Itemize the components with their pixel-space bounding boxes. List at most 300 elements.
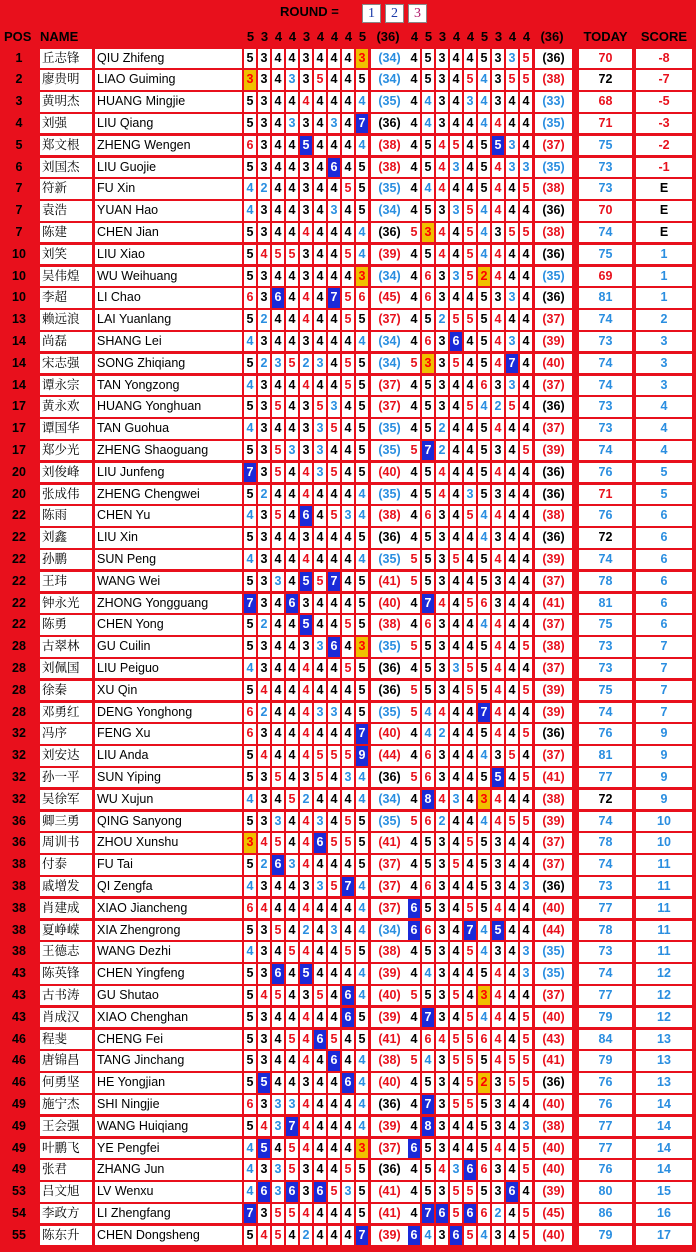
hole-score-5: 5	[300, 572, 312, 592]
hole-score-9: 5	[356, 942, 368, 962]
player-row	[0, 767, 696, 789]
hole-score-3: 4	[272, 1008, 284, 1028]
hole-score-10: 6	[408, 921, 420, 941]
hole-score-5: 4	[300, 92, 312, 112]
hole-score-13: 4	[450, 833, 462, 853]
hole-score-13: 4	[450, 877, 462, 897]
position: 36	[12, 813, 26, 828]
player-row	[0, 1181, 696, 1203]
hole-score-17: 4	[506, 790, 518, 810]
hole-score-18: 4	[520, 506, 532, 526]
player-row	[0, 636, 696, 658]
hole-score-18: 5	[520, 768, 532, 788]
player-name-chinese: 谭国华	[40, 419, 92, 439]
hole-score-7: 4	[328, 659, 340, 679]
hole-score-8: 4	[342, 1226, 354, 1246]
hole-score-14: 5	[464, 397, 476, 417]
hole-score-4: 4	[286, 1073, 298, 1093]
hole-score-8: 5	[342, 245, 354, 265]
total-score: -1	[636, 158, 692, 178]
hole-score-9: 5	[356, 594, 368, 614]
hole-score-11: 6	[422, 746, 434, 766]
hole-score-17: 5	[506, 746, 518, 766]
hole-score-16: 4	[492, 245, 504, 265]
today-total: 74	[579, 855, 632, 875]
front-nine-total: (37)	[371, 877, 408, 897]
hole-score-3: 3	[272, 812, 284, 832]
hole-score-18: 4	[520, 419, 532, 439]
back-nine-total: (41)	[535, 768, 572, 788]
hole-score-1: 5	[244, 768, 256, 788]
player-row	[0, 178, 696, 200]
hole-score-17: 3	[506, 332, 518, 352]
today-total: 79	[579, 1226, 632, 1246]
hole-score-3: 4	[272, 1073, 284, 1093]
hole-score-2: 4	[258, 986, 270, 1006]
player-name-english: TAN Yongzong	[95, 376, 242, 396]
hole-score-17: 4	[506, 833, 518, 853]
hole-score-15: 4	[478, 528, 490, 548]
hole-score-11: 4	[422, 724, 434, 744]
today-total: 73	[579, 637, 632, 657]
total-score: 7	[636, 659, 692, 679]
front-nine-total: (34)	[371, 354, 408, 374]
hole-score-13: 4	[450, 572, 462, 592]
hole-score-2: 3	[258, 768, 270, 788]
back-nine-total: (41)	[535, 594, 572, 614]
hole-score-4: 4	[286, 899, 298, 919]
hole-score-9: 5	[356, 855, 368, 875]
hole-score-1: 6	[244, 724, 256, 744]
hole-score-13: 5	[450, 1182, 462, 1202]
total-score: 15	[636, 1182, 692, 1202]
hole-score-6: 4	[314, 615, 326, 635]
hole-score-7: 4	[328, 528, 340, 548]
hole-score-2: 2	[258, 615, 270, 635]
hole-score-17: 4	[506, 201, 518, 221]
hole-score-17: 4	[506, 419, 518, 439]
player-name-chinese: 袁浩	[40, 201, 92, 221]
back-nine-total: (38)	[535, 1117, 572, 1137]
hole-score-1: 5	[244, 354, 256, 374]
player-name-chinese: 郑少光	[40, 441, 92, 461]
today-total: 78	[579, 921, 632, 941]
player-name-english: CHEN Yingfeng	[95, 964, 242, 984]
hole-score-5: 3	[300, 419, 312, 439]
player-name-chinese: 古书涛	[40, 986, 92, 1006]
player-row	[0, 1203, 696, 1225]
player-name-english: CHEN Yu	[95, 506, 242, 526]
hole-score-5: 4	[300, 855, 312, 875]
player-name-english: DENG Yonghong	[95, 703, 242, 723]
hole-score-14: 4	[464, 332, 476, 352]
hole-score-12: 3	[436, 768, 448, 788]
hole-score-15: 5	[478, 1139, 490, 1159]
hole-score-13: 4	[450, 637, 462, 657]
hole-score-1: 6	[244, 136, 256, 156]
hole-score-7: 4	[328, 899, 340, 919]
hole-score-17: 4	[506, 986, 518, 1006]
front-nine-total: (38)	[371, 942, 408, 962]
player-name-chinese: 邓勇红	[40, 703, 92, 723]
hole-score-16: 4	[492, 1008, 504, 1028]
hole-score-3: 4	[272, 528, 284, 548]
hole-score-18: 4	[520, 1182, 532, 1202]
hole-score-18: 5	[520, 223, 532, 243]
hole-score-4: 4	[286, 136, 298, 156]
position: 7	[15, 181, 23, 196]
player-name-english: WU Weihuang	[95, 267, 242, 287]
back-nine-total: (35)	[535, 267, 572, 287]
hole-score-15: 5	[478, 158, 490, 178]
player-name-chinese: 廖贵明	[40, 70, 92, 90]
hole-score-11: 5	[422, 1182, 434, 1202]
hole-score-8: 5	[342, 288, 354, 308]
hole-score-9: 4	[356, 1051, 368, 1071]
hole-score-18: 5	[520, 1030, 532, 1050]
hole-score-2: 3	[258, 158, 270, 178]
hole-score-16: 4	[492, 158, 504, 178]
hole-score-11: 4	[422, 1051, 434, 1071]
hole-score-5: 3	[300, 877, 312, 897]
hole-score-4: 3	[286, 70, 298, 90]
hole-score-7: 5	[328, 506, 340, 526]
back-nine-total: (37)	[535, 310, 572, 330]
round-2-button[interactable]: 2	[385, 4, 404, 23]
back-nine-total: (38)	[535, 790, 572, 810]
hole-score-5: 3	[300, 637, 312, 657]
hole-score-8: 5	[342, 310, 354, 330]
hole-score-3: 3	[272, 1182, 284, 1202]
back-nine-total: (35)	[535, 114, 572, 134]
hole-score-5: 3	[300, 179, 312, 199]
player-row	[0, 614, 696, 636]
hole-score-6: 4	[314, 724, 326, 744]
hole-score-10: 4	[408, 1030, 420, 1050]
player-name-chinese: 夏峥嵘	[40, 921, 92, 941]
hole-score-9: 4	[356, 790, 368, 810]
hole-score-10: 4	[408, 659, 420, 679]
hole-score-5: 3	[300, 49, 312, 69]
hole-score-16: 3	[492, 572, 504, 592]
hole-score-12: 4	[436, 245, 448, 265]
hole-score-2: 5	[258, 1073, 270, 1093]
total-score: 9	[636, 768, 692, 788]
hole-score-11: 5	[422, 572, 434, 592]
player-name-chinese: 肖建成	[40, 899, 92, 919]
hole-score-7: 4	[328, 1160, 340, 1180]
hole-score-14: 4	[464, 1139, 476, 1159]
hole-score-10: 5	[408, 637, 420, 657]
front-nine-total: (34)	[371, 790, 408, 810]
hole-score-6: 4	[314, 659, 326, 679]
hole-score-8: 4	[342, 637, 354, 657]
hole-score-17: 4	[506, 768, 518, 788]
hole-score-17: 4	[506, 1095, 518, 1115]
position: 14	[12, 377, 26, 392]
hole-score-12: 3	[436, 1095, 448, 1115]
hole-score-1: 5	[244, 921, 256, 941]
hole-score-4: 5	[286, 354, 298, 374]
front-nine-total: (34)	[371, 267, 408, 287]
hole-score-10: 4	[408, 1008, 420, 1028]
hole-score-14: 5	[464, 1226, 476, 1246]
hole-score-6: 5	[314, 986, 326, 1006]
hole-score-11: 6	[422, 1030, 434, 1050]
hole-score-18: 4	[520, 986, 532, 1006]
par-hole-16: 3	[494, 29, 503, 44]
hole-score-3: 4	[272, 681, 284, 701]
hole-score-7: 4	[328, 92, 340, 112]
player-row	[0, 571, 696, 593]
back-nine-total: (35)	[535, 942, 572, 962]
hole-score-5: 3	[300, 986, 312, 1006]
hole-score-17: 4	[506, 528, 518, 548]
player-name-chinese: 徐秦	[40, 681, 92, 701]
hole-score-13: 4	[450, 441, 462, 461]
player-name-english: ZHOU Xunshu	[95, 833, 242, 853]
hole-score-3: 4	[272, 703, 284, 723]
hole-score-7: 4	[328, 986, 340, 1006]
hole-score-1: 7	[244, 463, 256, 483]
hole-score-3: 4	[272, 70, 284, 90]
hole-score-13: 3	[450, 158, 462, 178]
hole-score-13: 4	[450, 899, 462, 919]
hole-score-2: 3	[258, 441, 270, 461]
hole-score-3: 4	[272, 136, 284, 156]
hole-score-18: 4	[520, 746, 532, 766]
hole-score-15: 6	[478, 1030, 490, 1050]
player-name-english: ZHONG Yongguang	[95, 594, 242, 614]
hole-score-14: 5	[464, 594, 476, 614]
hole-score-13: 5	[450, 354, 462, 374]
hole-score-15: 5	[478, 724, 490, 744]
total-score: 14	[636, 1139, 692, 1159]
hole-score-12: 3	[436, 899, 448, 919]
hole-score-11: 6	[422, 506, 434, 526]
round-1-button[interactable]: 1	[362, 4, 381, 23]
player-name-english: WU Xujun	[95, 790, 242, 810]
player-name-english: SHANG Lei	[95, 332, 242, 352]
hole-score-9: 5	[356, 441, 368, 461]
hole-score-2: 3	[258, 1095, 270, 1115]
hole-score-11: 7	[422, 594, 434, 614]
player-row	[0, 1094, 696, 1116]
total-score: -2	[636, 136, 692, 156]
hole-score-18: 4	[520, 397, 532, 417]
hole-score-18: 4	[520, 136, 532, 156]
hole-score-12: 3	[436, 288, 448, 308]
hole-score-9: 4	[356, 245, 368, 265]
hole-score-18: 4	[520, 288, 532, 308]
hole-score-17: 4	[506, 1160, 518, 1180]
hole-score-18: 4	[520, 594, 532, 614]
hole-score-2: 6	[258, 1182, 270, 1202]
hole-score-1: 5	[244, 986, 256, 1006]
player-row	[0, 331, 696, 353]
hole-score-13: 4	[450, 92, 462, 112]
player-name-chinese: 肖成汉	[40, 1008, 92, 1028]
hole-score-6: 4	[314, 1008, 326, 1028]
player-name-english: LI Chao	[95, 288, 242, 308]
position: 4	[15, 115, 23, 130]
total-score: 1	[636, 267, 692, 287]
hole-score-17: 4	[506, 179, 518, 199]
hole-score-17: 4	[506, 921, 518, 941]
hole-score-12: 3	[436, 1182, 448, 1202]
hole-score-10: 5	[408, 986, 420, 1006]
player-name-chinese: 郑文根	[40, 136, 92, 156]
hole-score-2: 3	[258, 659, 270, 679]
position: 38	[12, 900, 26, 915]
hole-score-9: 5	[356, 463, 368, 483]
position: 14	[12, 355, 26, 370]
hole-score-12: 3	[436, 201, 448, 221]
hole-score-3: 4	[272, 158, 284, 178]
hole-score-15: 5	[478, 572, 490, 592]
par-hole-13: 4	[452, 29, 461, 44]
hole-score-4: 4	[286, 659, 298, 679]
player-name-chinese: 陈建	[40, 223, 92, 243]
hole-score-10: 4	[408, 855, 420, 875]
back-nine-total: (39)	[535, 681, 572, 701]
hole-score-3: 4	[272, 376, 284, 396]
hole-score-10: 4	[408, 92, 420, 112]
hole-score-15: 6	[478, 1160, 490, 1180]
hole-score-2: 3	[258, 572, 270, 592]
position: 43	[12, 1009, 26, 1024]
hole-score-7: 3	[328, 703, 340, 723]
hole-score-5: 3	[300, 158, 312, 178]
hole-score-16: 3	[492, 1117, 504, 1137]
back-nine-total: (37)	[535, 572, 572, 592]
hole-score-2: 3	[258, 397, 270, 417]
hole-score-2: 3	[258, 463, 270, 483]
hole-score-12: 3	[436, 1117, 448, 1137]
hole-score-8: 4	[342, 397, 354, 417]
hole-score-11: 3	[422, 354, 434, 374]
hole-score-4: 7	[286, 1117, 298, 1137]
hole-score-16: 4	[492, 986, 504, 1006]
total-score: 2	[636, 310, 692, 330]
hole-score-18: 4	[520, 114, 532, 134]
today-total: 74	[579, 964, 632, 984]
position: 14	[12, 333, 26, 348]
hole-score-1: 5	[244, 964, 256, 984]
hole-score-6: 4	[314, 136, 326, 156]
hole-score-7: 4	[328, 1204, 340, 1224]
hole-score-15: 4	[478, 92, 490, 112]
hole-score-4: 5	[286, 245, 298, 265]
back-nine-total: (40)	[535, 1095, 572, 1115]
hole-score-9: 4	[356, 964, 368, 984]
today-total: 73	[579, 332, 632, 352]
hole-score-5: 3	[300, 1073, 312, 1093]
hole-score-11: 3	[422, 223, 434, 243]
hole-score-7: 4	[328, 310, 340, 330]
hole-score-13: 4	[450, 245, 462, 265]
hole-score-12: 3	[436, 572, 448, 592]
hole-score-2: 3	[258, 1030, 270, 1050]
today-total: 68	[579, 92, 632, 112]
hole-score-18: 4	[520, 245, 532, 265]
total-score: 6	[636, 550, 692, 570]
hole-score-11: 5	[422, 419, 434, 439]
hole-score-7: 4	[328, 790, 340, 810]
hole-score-6: 3	[314, 441, 326, 461]
hole-score-18: 4	[520, 921, 532, 941]
player-name-chinese: 戚增发	[40, 877, 92, 897]
today-total: 76	[579, 1095, 632, 1115]
total-score: 5	[636, 485, 692, 505]
round-3-button[interactable]: 3	[408, 4, 427, 23]
hole-score-2: 3	[258, 877, 270, 897]
hole-score-7: 3	[328, 114, 340, 134]
hole-score-9: 6	[356, 288, 368, 308]
hole-score-9: 5	[356, 659, 368, 679]
hole-score-10: 5	[408, 703, 420, 723]
hole-score-14: 4	[464, 986, 476, 1006]
player-name-chinese: 吕文旭	[40, 1182, 92, 1202]
back-nine-total: (36)	[535, 49, 572, 69]
hole-score-9: 5	[356, 158, 368, 178]
player-name-chinese: 陈雨	[40, 506, 92, 526]
hole-score-13: 4	[450, 528, 462, 548]
hole-score-17: 4	[506, 1117, 518, 1137]
front-nine-total: (35)	[371, 419, 408, 439]
hole-score-6: 3	[314, 463, 326, 483]
hole-score-3: 4	[272, 114, 284, 134]
hole-score-6: 5	[314, 768, 326, 788]
hole-score-1: 5	[244, 485, 256, 505]
par-hole-15: 5	[480, 29, 489, 44]
hole-score-16: 5	[492, 768, 504, 788]
hole-score-16: 4	[492, 1030, 504, 1050]
front-nine-total: (38)	[371, 615, 408, 635]
hole-score-14: 5	[464, 70, 476, 90]
hole-score-16: 4	[492, 419, 504, 439]
hole-score-1: 4	[244, 1160, 256, 1180]
hole-score-14: 5	[464, 267, 476, 287]
hole-score-7: 4	[328, 964, 340, 984]
total-score: -7	[636, 70, 692, 90]
hole-score-2: 3	[258, 136, 270, 156]
total-score: 3	[636, 354, 692, 374]
today-total: 75	[579, 681, 632, 701]
hole-score-13: 4	[450, 49, 462, 69]
hole-score-8: 4	[342, 1030, 354, 1050]
hole-score-16: 4	[492, 267, 504, 287]
hole-score-14: 4	[464, 354, 476, 374]
hole-score-17: 4	[506, 703, 518, 723]
hole-score-7: 3	[328, 201, 340, 221]
total-score: E	[636, 179, 692, 199]
hole-score-2: 4	[258, 833, 270, 853]
hole-score-4: 4	[286, 1226, 298, 1246]
front-nine-total: (37)	[371, 855, 408, 875]
hole-score-10: 4	[408, 1117, 420, 1137]
hole-score-6: 4	[314, 855, 326, 875]
back-nine-total: (36)	[535, 397, 572, 417]
player-name-english: LIU Anda	[95, 746, 242, 766]
player-name-chinese: 黄明杰	[40, 92, 92, 112]
hole-score-11: 5	[422, 49, 434, 69]
player-row	[0, 396, 696, 418]
hole-score-9: 4	[356, 136, 368, 156]
hole-score-6: 4	[314, 964, 326, 984]
hole-score-4: 4	[286, 397, 298, 417]
position: 7	[15, 203, 23, 218]
